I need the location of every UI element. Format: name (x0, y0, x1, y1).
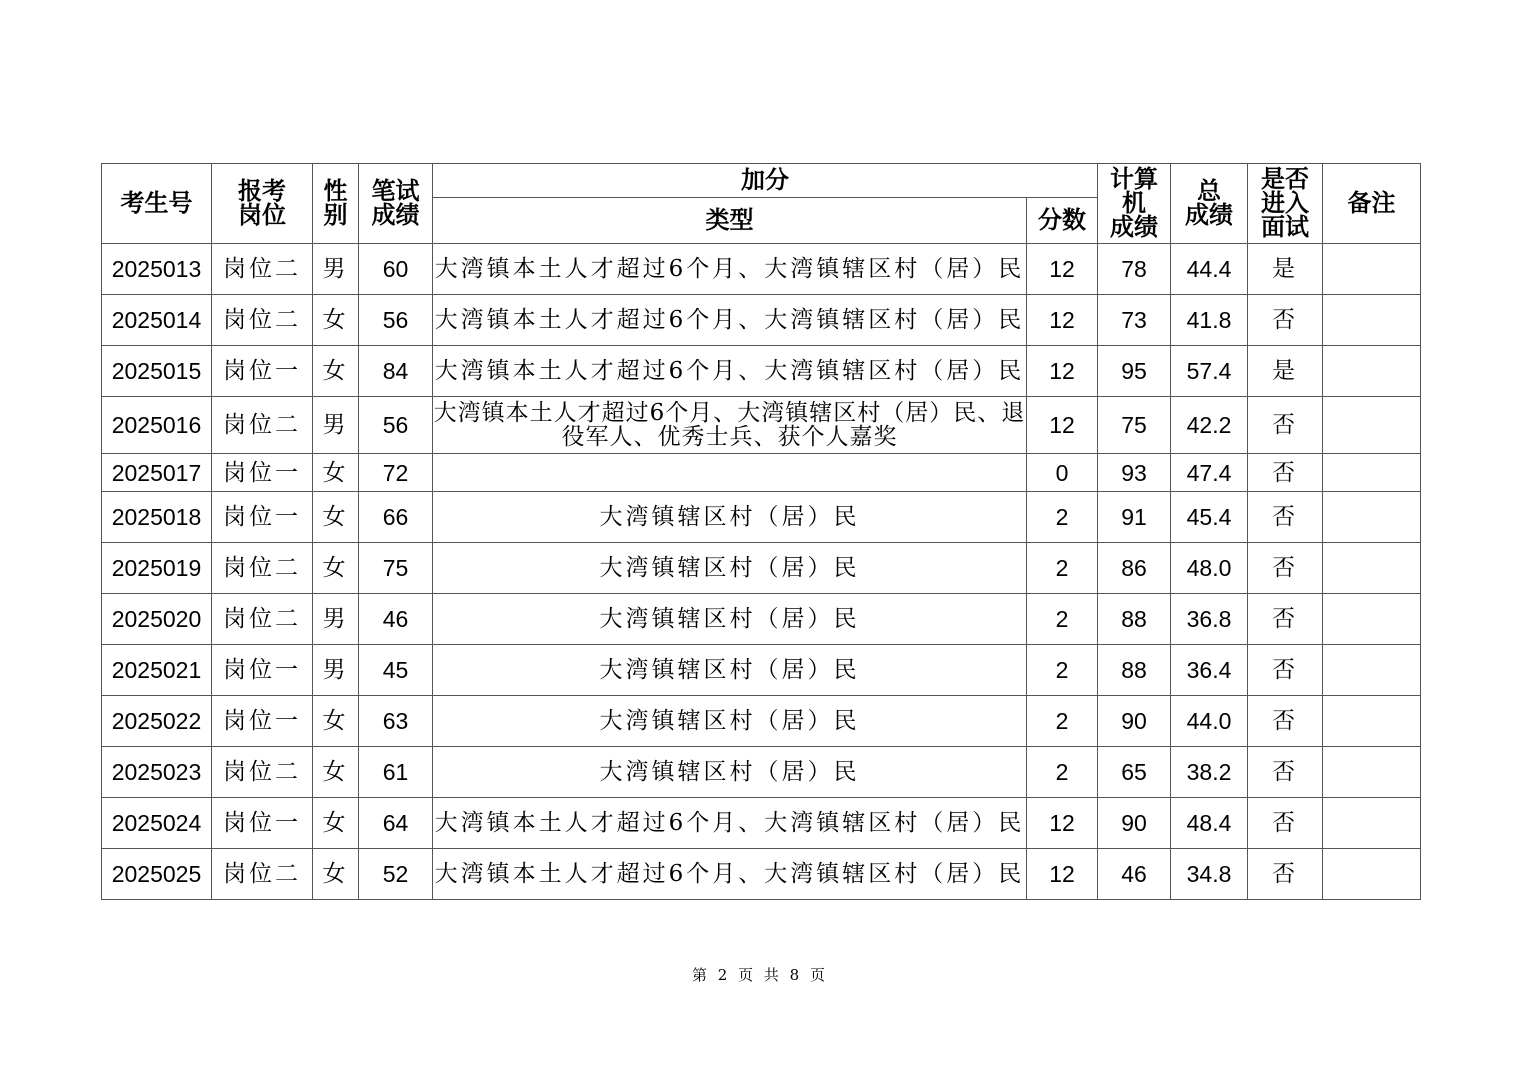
cell-position: 岗位一 (212, 798, 313, 849)
cell-total: 36.8 (1171, 594, 1248, 645)
cell-position: 岗位一 (212, 492, 313, 543)
cell-gender: 男 (313, 645, 359, 696)
cell-bonus-score: 12 (1027, 244, 1098, 295)
cell-interview: 是 (1248, 346, 1323, 397)
cell-gender: 女 (313, 798, 359, 849)
cell-exam-id: 2025017 (102, 454, 212, 492)
header-total: 总 成绩 (1171, 164, 1248, 244)
header-position: 报考 岗位 (212, 164, 313, 244)
cell-total: 47.4 (1171, 454, 1248, 492)
cell-written: 75 (359, 543, 433, 594)
cell-bonus-type: 大湾镇本土人才超过6个月、大湾镇辖区村（居）民、退役军人、优秀士兵、获个人嘉奖 (433, 397, 1027, 454)
cell-gender: 男 (313, 397, 359, 454)
cell-bonus-type: 大湾镇辖区村（居）民 (433, 492, 1027, 543)
cell-interview: 否 (1248, 849, 1323, 900)
cell-total: 44.4 (1171, 244, 1248, 295)
cell-interview: 否 (1248, 594, 1323, 645)
cell-position: 岗位二 (212, 397, 313, 454)
cell-written: 84 (359, 346, 433, 397)
cell-bonus-score: 2 (1027, 747, 1098, 798)
cell-written: 56 (359, 397, 433, 454)
header-bonus-type: 类型 (433, 198, 1027, 244)
cell-gender: 女 (313, 543, 359, 594)
cell-written: 64 (359, 798, 433, 849)
cell-exam-id: 2025016 (102, 397, 212, 454)
cell-computer: 88 (1098, 594, 1171, 645)
cell-interview: 否 (1248, 645, 1323, 696)
cell-remark (1323, 594, 1421, 645)
cell-exam-id: 2025014 (102, 295, 212, 346)
table-row (102, 645, 1421, 696)
cell-computer: 90 (1098, 798, 1171, 849)
cell-remark (1323, 696, 1421, 747)
cell-exam-id: 2025025 (102, 849, 212, 900)
cell-bonus-score: 2 (1027, 543, 1098, 594)
cell-gender: 女 (313, 696, 359, 747)
header-computer: 计算 机 成绩 (1098, 164, 1171, 244)
cell-interview: 否 (1248, 454, 1323, 492)
cell-total: 42.2 (1171, 397, 1248, 454)
cell-bonus-type: 大湾镇本土人才超过6个月、大湾镇辖区村（居）民 (433, 295, 1027, 346)
cell-exam-id: 2025020 (102, 594, 212, 645)
cell-position: 岗位一 (212, 645, 313, 696)
cell-written: 46 (359, 594, 433, 645)
cell-remark (1323, 346, 1421, 397)
cell-bonus-type: 大湾镇辖区村（居）民 (433, 696, 1027, 747)
cell-computer: 91 (1098, 492, 1171, 543)
header-remark: 备注 (1323, 164, 1421, 244)
cell-total: 45.4 (1171, 492, 1248, 543)
cell-written: 56 (359, 295, 433, 346)
cell-remark (1323, 849, 1421, 900)
header-bonus: 加分 (433, 164, 1098, 198)
cell-interview: 否 (1248, 295, 1323, 346)
cell-bonus-type: 大湾镇本土人才超过6个月、大湾镇辖区村（居）民 (433, 849, 1027, 900)
cell-bonus-type: 大湾镇辖区村（居）民 (433, 747, 1027, 798)
cell-remark (1323, 492, 1421, 543)
cell-exam-id: 2025018 (102, 492, 212, 543)
cell-interview: 否 (1248, 747, 1323, 798)
cell-bonus-type: 大湾镇辖区村（居）民 (433, 645, 1027, 696)
cell-exam-id: 2025022 (102, 696, 212, 747)
cell-gender: 女 (313, 849, 359, 900)
cell-written: 52 (359, 849, 433, 900)
cell-bonus-score: 12 (1027, 397, 1098, 454)
table-row (102, 594, 1421, 645)
cell-bonus-score: 2 (1027, 492, 1098, 543)
cell-bonus-type: 大湾镇本土人才超过6个月、大湾镇辖区村（居）民 (433, 346, 1027, 397)
table-row (102, 696, 1421, 747)
cell-exam-id: 2025013 (102, 244, 212, 295)
cell-written: 72 (359, 454, 433, 492)
cell-total: 48.0 (1171, 543, 1248, 594)
table-row (102, 747, 1421, 798)
cell-computer: 73 (1098, 295, 1171, 346)
table-row (102, 798, 1421, 849)
cell-bonus-type (433, 454, 1027, 492)
cell-total: 44.0 (1171, 696, 1248, 747)
cell-computer: 46 (1098, 849, 1171, 900)
cell-remark (1323, 798, 1421, 849)
cell-interview: 否 (1248, 798, 1323, 849)
cell-bonus-score: 2 (1027, 594, 1098, 645)
cell-position: 岗位二 (212, 543, 313, 594)
cell-exam-id: 2025023 (102, 747, 212, 798)
cell-remark (1323, 397, 1421, 454)
cell-exam-id: 2025021 (102, 645, 212, 696)
header-written: 笔试 成绩 (359, 164, 433, 244)
cell-computer: 93 (1098, 454, 1171, 492)
cell-computer: 95 (1098, 346, 1171, 397)
cell-bonus-type: 大湾镇辖区村（居）民 (433, 594, 1027, 645)
table-row (102, 454, 1421, 492)
table-row (102, 346, 1421, 397)
cell-bonus-type: 大湾镇本土人才超过6个月、大湾镇辖区村（居）民 (433, 798, 1027, 849)
cell-position: 岗位二 (212, 244, 313, 295)
cell-gender: 男 (313, 244, 359, 295)
cell-interview: 否 (1248, 492, 1323, 543)
header-interview: 是否 进入 面试 (1248, 164, 1323, 244)
header-row-1 (102, 164, 1421, 198)
cell-computer: 88 (1098, 645, 1171, 696)
cell-position: 岗位二 (212, 594, 313, 645)
cell-bonus-score: 12 (1027, 346, 1098, 397)
cell-total: 41.8 (1171, 295, 1248, 346)
cell-gender: 女 (313, 454, 359, 492)
cell-written: 45 (359, 645, 433, 696)
cell-total: 34.8 (1171, 849, 1248, 900)
cell-position: 岗位二 (212, 849, 313, 900)
cell-total: 48.4 (1171, 798, 1248, 849)
cell-remark (1323, 295, 1421, 346)
cell-gender: 女 (313, 492, 359, 543)
header-exam-id: 考生号 (102, 164, 212, 244)
cell-written: 60 (359, 244, 433, 295)
cell-remark (1323, 747, 1421, 798)
table-body (102, 244, 1421, 900)
cell-computer: 65 (1098, 747, 1171, 798)
cell-interview: 否 (1248, 696, 1323, 747)
cell-written: 63 (359, 696, 433, 747)
cell-position: 岗位一 (212, 696, 313, 747)
cell-gender: 女 (313, 346, 359, 397)
cell-written: 66 (359, 492, 433, 543)
header-gender: 性 别 (313, 164, 359, 244)
table-row (102, 244, 1421, 295)
header-bonus-score: 分数 (1027, 198, 1098, 244)
cell-position: 岗位一 (212, 454, 313, 492)
table-row (102, 492, 1421, 543)
page-footer: 第 2 页 共 8 页 (692, 966, 828, 984)
cell-written: 61 (359, 747, 433, 798)
cell-remark (1323, 543, 1421, 594)
cell-remark (1323, 645, 1421, 696)
cell-gender: 女 (313, 747, 359, 798)
cell-interview: 否 (1248, 397, 1323, 454)
cell-bonus-score: 0 (1027, 454, 1098, 492)
cell-position: 岗位二 (212, 747, 313, 798)
cell-bonus-type: 大湾镇辖区村（居）民 (433, 543, 1027, 594)
cell-exam-id: 2025015 (102, 346, 212, 397)
cell-bonus-score: 12 (1027, 849, 1098, 900)
cell-position: 岗位二 (212, 295, 313, 346)
cell-computer: 90 (1098, 696, 1171, 747)
cell-exam-id: 2025019 (102, 543, 212, 594)
cell-remark (1323, 244, 1421, 295)
cell-bonus-score: 12 (1027, 798, 1098, 849)
cell-computer: 86 (1098, 543, 1171, 594)
score-table (101, 163, 1421, 900)
cell-interview: 否 (1248, 543, 1323, 594)
table-row (102, 397, 1421, 454)
cell-gender: 男 (313, 594, 359, 645)
cell-bonus-score: 12 (1027, 295, 1098, 346)
cell-total: 38.2 (1171, 747, 1248, 798)
cell-interview: 是 (1248, 244, 1323, 295)
cell-position: 岗位一 (212, 346, 313, 397)
cell-computer: 75 (1098, 397, 1171, 454)
cell-computer: 78 (1098, 244, 1171, 295)
cell-exam-id: 2025024 (102, 798, 212, 849)
cell-remark (1323, 454, 1421, 492)
cell-total: 36.4 (1171, 645, 1248, 696)
cell-bonus-score: 2 (1027, 645, 1098, 696)
table-row (102, 295, 1421, 346)
cell-bonus-score: 2 (1027, 696, 1098, 747)
cell-total: 57.4 (1171, 346, 1248, 397)
table-row (102, 543, 1421, 594)
cell-bonus-type: 大湾镇本土人才超过6个月、大湾镇辖区村（居）民 (433, 244, 1027, 295)
cell-gender: 女 (313, 295, 359, 346)
table-row (102, 849, 1421, 900)
